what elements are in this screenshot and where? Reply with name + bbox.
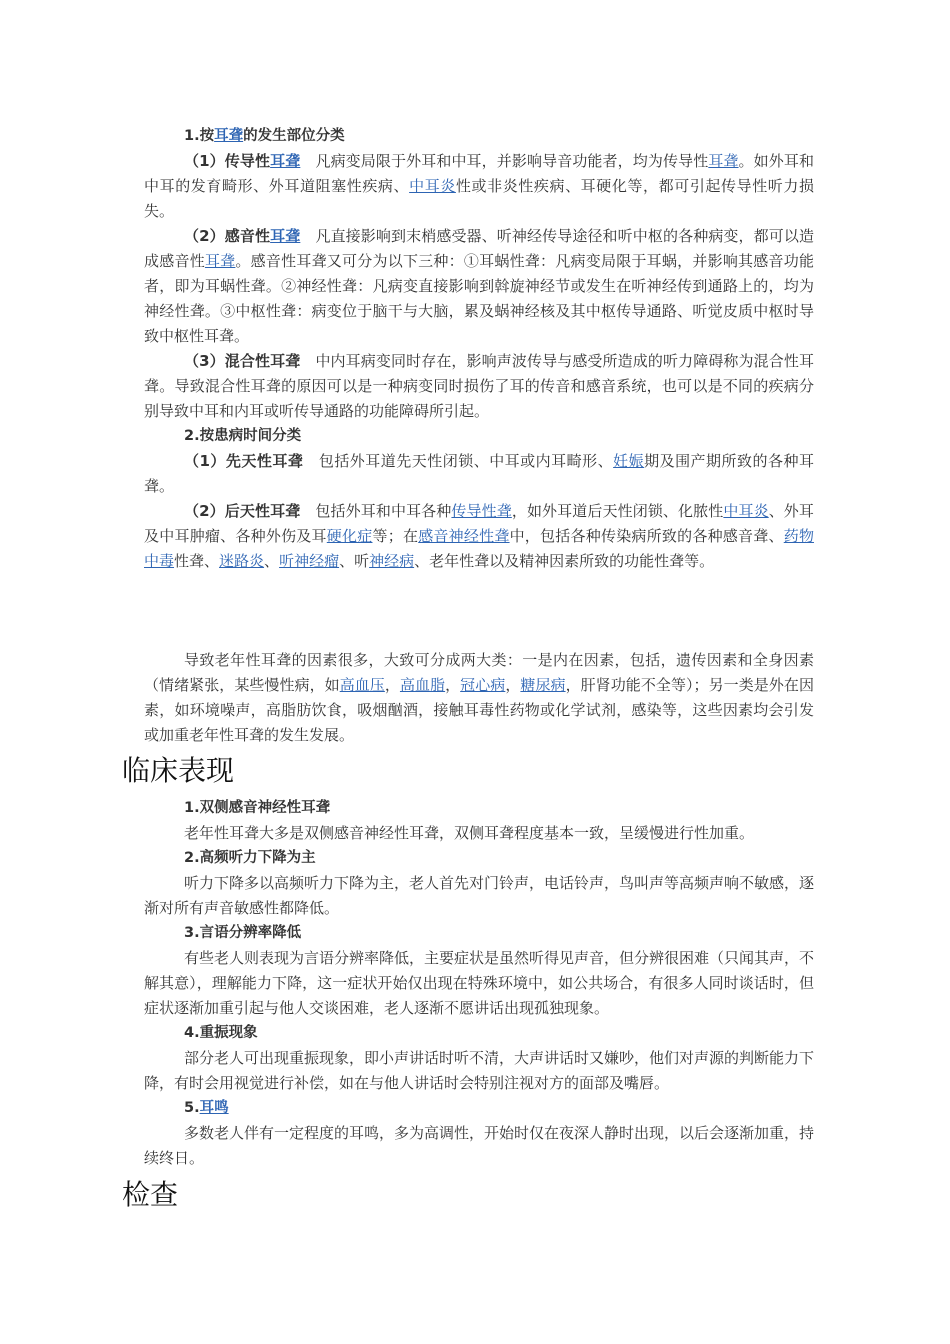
body-text: 包括外耳道先天性闭锁、中耳或内耳畸形、	[303, 452, 614, 470]
heading-by-location	[144, 124, 814, 149]
link-erlong[interactable]: 耳聋	[204, 252, 236, 270]
term-label: （2）感音性	[184, 227, 271, 245]
paragraph-bilateral: 老年性耳聋大多是双侧感音神经性耳聋，双侧耳聋程度基本一致，呈缓慢进行性加重。	[184, 824, 755, 842]
link-conductive-deafness[interactable]: 传导性聋	[451, 502, 512, 520]
link-tinnitus[interactable]: 耳鸣	[199, 1100, 229, 1116]
body-text: ，如外耳道后天性闭锁、化脓性	[511, 502, 724, 520]
link-diabetes[interactable]: 糖尿病	[520, 676, 566, 694]
body-text: 。如外耳和中耳的发育畸形、外耳道阻塞性疾病、	[144, 152, 814, 195]
clinical-section	[144, 796, 814, 1171]
link-erlong[interactable]: 耳聋	[270, 227, 301, 245]
link-labyrinthitis[interactable]: 迷路炎	[219, 552, 265, 570]
body-text: 性或非炎性疾病、耳硬化等，都可引起传导性听力损失。	[144, 177, 814, 220]
link-sclerosis[interactable]: 硬化症	[326, 527, 373, 545]
paragraph-speech: 有些老人则表现为言语分辨率降低，主要症状是虽然听得见声音，但分辨很困难（只闻其声，不解其意），理解能力下降，这一症状开始仅出现在特殊环境中，如公共场合，有很多人同时谈话时，但症状逐渐加重引起与他人交谈困难，老人逐渐不愿讲话出现孤独现象。	[144, 949, 815, 1017]
heading-tinnitus	[144, 1096, 814, 1121]
term-label: （2）后天性耳聋	[184, 502, 301, 520]
body-text: ，	[505, 676, 521, 694]
link-otitis-media[interactable]: 中耳炎	[409, 177, 456, 195]
body-text: ，	[445, 676, 461, 694]
body-text: 中，包括各种传染病所致的各种感音聋、	[509, 527, 784, 545]
link-drug-poisoning[interactable]: 药物中毒	[144, 527, 814, 570]
heading-text: 5.	[184, 1100, 200, 1116]
heading-recruitment: 4.重振现象	[184, 1025, 258, 1041]
body-text: 、老年性聋以及精神因素所致的功能性聋等。	[414, 552, 715, 570]
heading-high-frequency: 2.高频听力下降为主	[184, 850, 316, 866]
classification-section	[144, 124, 814, 574]
link-erlong[interactable]: 耳聋	[214, 128, 244, 144]
paragraph-acquired	[144, 499, 814, 574]
body-text: ，	[384, 676, 400, 694]
body-text: 期及围产期所致的各种耳聋。	[144, 452, 814, 495]
section-title-clinical: 临床表现	[122, 754, 235, 787]
body-text: 。感音性耳聋又可分为以下三种：①耳蜗性聋：凡病变局限于耳蜗，并影响其感音功能者，即为耳蜗性聋。②神经性聋：凡病变直接影响到斡旋神经节或发生在听神经传到通路上的，均为神经性聋。③中枢性聋：病变位于脑干与大脑，累及蜗神经核及其中枢传导通路、听觉皮质中枢时导致中枢性耳聋。	[144, 252, 814, 345]
body-text: 、听	[339, 552, 370, 570]
paragraph-conductive	[144, 149, 814, 224]
link-coronary-heart-disease[interactable]: 冠心病	[460, 676, 506, 694]
heading-bilateral: 1.双侧感音神经性耳聋	[184, 800, 331, 816]
paragraph-recruitment: 部分老人可出现重振现象，即小声讲话时听不清，大声讲话时又嫌吵，他们对声源的判断能力下降，有时会用视觉进行补偿，如在与他人讲话时会特别注视对方的面部及嘴唇。	[144, 1049, 815, 1092]
link-erlong[interactable]: 耳聋	[708, 152, 739, 170]
link-hyperlipidemia[interactable]: 高血脂	[399, 676, 446, 694]
link-pregnancy[interactable]: 妊娠	[613, 452, 645, 470]
body-text: 导致老年性耳聋的因素很多，大致可分成两大类：一是内在因素，包括，遗传因素和全身因素（情绪紧张，某些慢性病，如	[144, 651, 814, 694]
term-label: （1）先天性耳聋	[184, 452, 304, 470]
body-text: 、	[264, 552, 280, 570]
link-erlong[interactable]: 耳聋	[270, 152, 301, 170]
paragraph-mixed	[144, 349, 814, 424]
link-neuropathy[interactable]: 神经病	[369, 552, 415, 570]
link-acoustic-neuroma[interactable]: 听神经瘤	[279, 552, 340, 570]
body-text: 凡病变局限于外耳和中耳，并影响导音功能者，均为传导性	[300, 152, 709, 170]
body-text: 凡直接影响到末梢感受器、听神经传导途径和听中枢的各种病变，都可以造成感音性	[144, 227, 814, 270]
body-text: 性聋、	[174, 552, 220, 570]
heading-by-time: 2.按患病时间分类	[184, 428, 302, 444]
paragraph-congenital	[144, 449, 814, 499]
body-text: 、外耳及中耳肿瘤、各种外伤及耳	[144, 502, 814, 545]
body-text: 包括外耳和中耳各种	[300, 502, 452, 520]
section-title-examination: 检查	[122, 1178, 179, 1211]
link-sensorineural-deafness[interactable]: 感音神经性聋	[418, 527, 510, 545]
paragraph-tinnitus: 多数老人伴有一定程度的耳鸣，多为高调性，开始时仅在夜深人静时出现，以后会逐渐加重，持续终日。	[144, 1124, 815, 1167]
link-otitis-media[interactable]: 中耳炎	[723, 502, 769, 520]
heading-text: 的发生部位分类	[243, 128, 345, 144]
heading-speech: 3.言语分辨率降低	[184, 925, 302, 941]
term-label: （1）传导性	[184, 152, 271, 170]
paragraph-high-frequency: 听力下降多以高频听力下降为主，老人首先对门铃声，电话铃声，鸟叫声等高频声响不敏感，逐渐对所有声音敏感性都降低。	[144, 874, 815, 917]
term-label: （3）混合性耳聋	[184, 352, 301, 370]
paragraph-causes	[144, 648, 814, 748]
paragraph-sensory	[144, 224, 814, 349]
body-text: 中内耳病变同时存在，影响声波传导与感受所造成的听力障碍称为混合性耳聋。导致混合性耳聋的原因可以是一种病变同时损伤了耳的传音和感音系统，也可以是不同的疾病分别导致中耳和内耳或听传导通路的功能障碍所引起。	[144, 352, 814, 420]
body-text: ，肝肾功能不全等）；另一类是外在因素，如环境噪声，高脂肪饮食，吸烟酗酒，接触耳毒性药物或化学试剂，感染等，这些因素均会引发或加重老年性耳聋的发生发展。	[144, 676, 814, 744]
causes-section	[144, 648, 814, 748]
link-hypertension[interactable]: 高血压	[339, 676, 385, 694]
body-text: 等；在	[372, 527, 419, 545]
heading-text: 1.按	[184, 128, 215, 144]
